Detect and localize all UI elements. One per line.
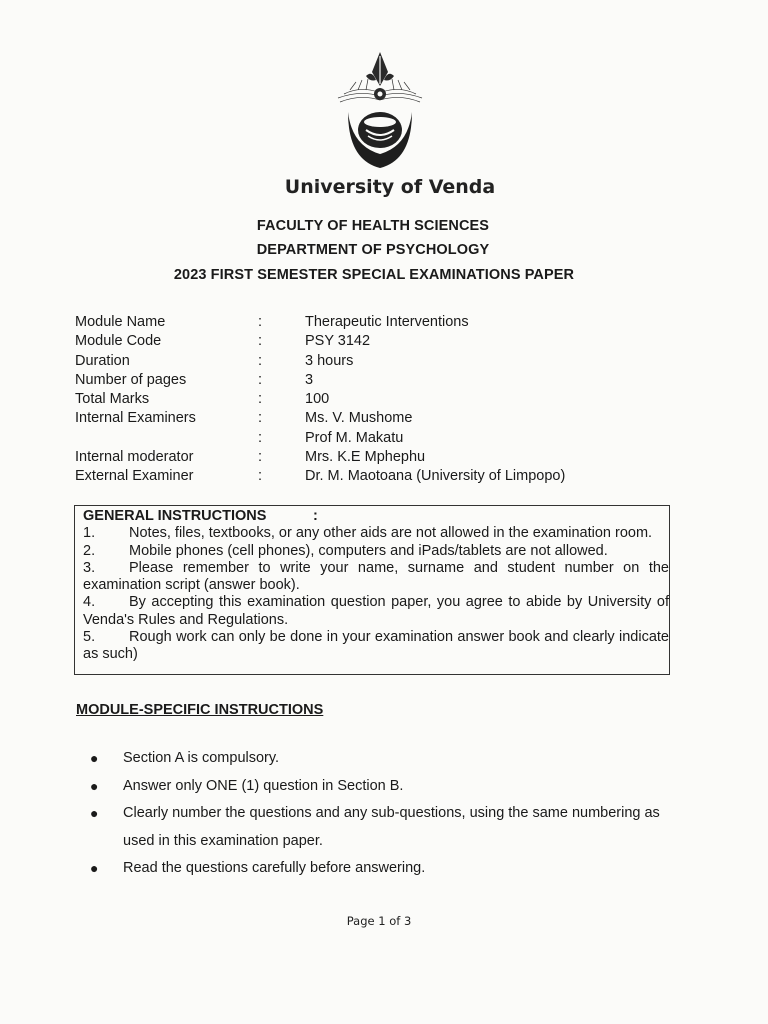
instruction-item [83,525,669,542]
instruction-number: 3. [83,559,96,576]
general-instructions-box [74,505,670,675]
info-label: External Examiner [75,468,194,485]
instruction-item [83,543,669,560]
list-item [90,773,690,801]
info-colon: : [258,333,263,350]
module-specific-list [90,745,690,883]
info-colon: : [258,371,263,388]
info-colon: : [258,429,263,446]
faculty-heading: FACULTY OF HEALTH SCIENCES [256,218,490,234]
list-item [90,800,690,855]
instruction-text: Please remember to write your name, surname and student number on the examination script (answer book). [83,559,669,594]
info-colon: : [258,352,263,369]
paper-heading: 2023 FIRST SEMESTER SPECIAL EXAMINATIONS PAPER [173,267,575,283]
instruction-text: By accepting this examination question paper, you agree to abide by University of Venda's Rules and Regulations. [83,594,669,628]
info-colon: : [258,410,263,427]
module-specific-title: MODULE-SPECIFIC INSTRUCTIONS [76,702,324,718]
info-colon: : [258,314,263,330]
list-item-text: Section A is compulsory. [123,750,280,766]
info-label: Internal Examiners [75,410,196,427]
instruction-number: 4. [83,594,96,611]
general-instructions-colon: : [313,508,318,524]
general-instructions-title [83,508,669,525]
info-label: Internal moderator [75,449,194,466]
instruction-item [83,629,669,664]
info-value: Ms. V. Mushome [305,410,413,427]
list-item [90,745,690,773]
info-value: 3 [305,371,314,388]
info-value: Prof M. Makatu [305,429,404,446]
instruction-item [83,594,669,629]
info-label: Number of pages [75,371,187,388]
instruction-number: 1. [83,525,96,542]
instruction-number: 5. [83,629,96,646]
university-name: University of Venda [284,176,496,198]
instruction-text: Rough work can only be done in your examination answer book and clearly indicate as such) [83,629,669,663]
info-label: Total Marks [75,391,150,408]
info-label: Duration [75,352,130,369]
info-label: Module Name [75,314,166,330]
list-item-text: Answer only ONE (1) question in Section B. [123,777,404,794]
list-item-text: Clearly number the questions and any sub-questions, using the same numbering as used in this examination paper. [123,805,660,849]
instruction-text: Notes, files, textbooks, or any other aids are not allowed in the examination room. [129,525,653,542]
instruction-number: 2. [83,542,96,559]
info-label: Module Code [75,333,162,350]
info-value: PSY 3142 [305,333,371,350]
general-instructions-heading: GENERAL INSTRUCTIONS [83,508,267,524]
info-value: 100 [305,391,330,408]
instruction-text: Mobile phones (cell phones), computers and iPads/tablets are not allowed. [129,542,608,559]
bullet-dot-icon: ● [90,777,99,794]
bullet-dot-icon: ● [90,750,99,766]
page-number-footer: Page 1 of 3 [346,914,412,928]
instruction-item [83,560,669,595]
info-colon: : [258,449,263,466]
info-value: Dr. M. Maotoana (University of Limpopo) [305,468,566,485]
info-value: Mrs. K.E Mphephu [305,449,426,466]
bullet-dot-icon: ● [90,805,99,821]
list-item-text: Read the questions carefully before answering. [123,860,426,876]
bullet-dot-icon: ● [90,860,99,876]
info-colon: : [258,391,263,408]
list-item [90,855,690,883]
info-value: Therapeutic Interventions [305,314,469,330]
department-heading: DEPARTMENT OF PSYCHOLOGY [256,242,490,258]
info-colon: : [258,468,263,485]
info-value: 3 hours [305,352,354,369]
university-crest-icon [330,50,430,175]
